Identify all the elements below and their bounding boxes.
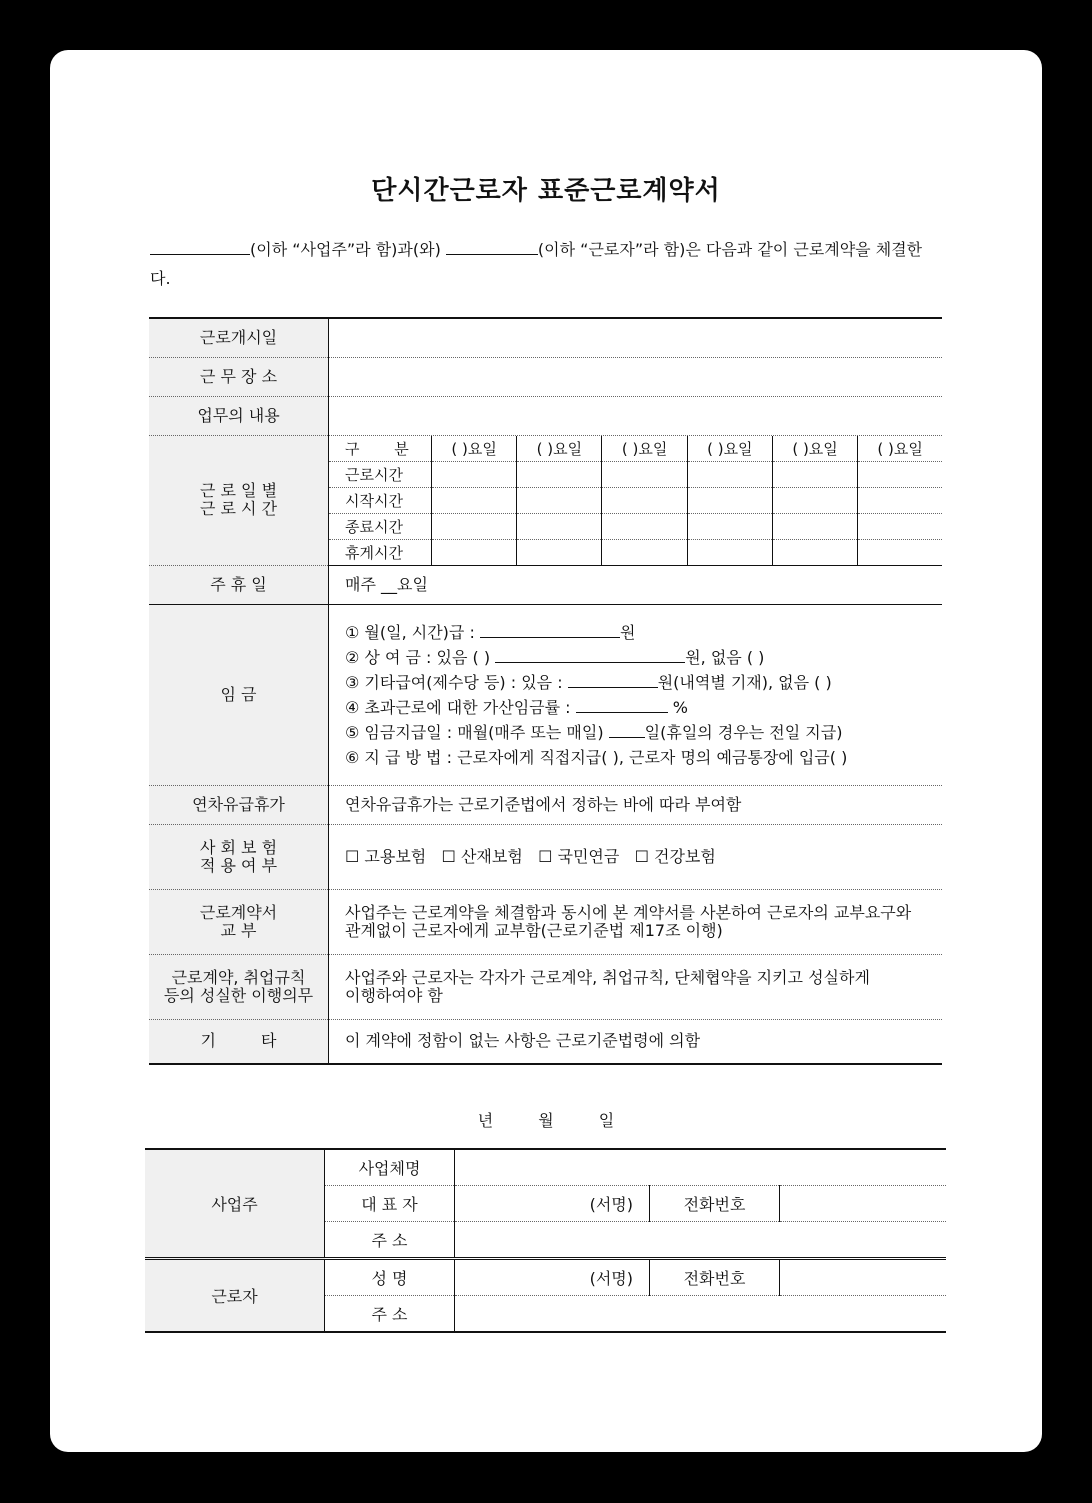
worker-address-label: 주 소 [325,1296,455,1333]
employer-address-field[interactable] [455,1222,947,1259]
schedule-cell-input[interactable] [687,487,772,513]
weekly-holiday-value[interactable]: 매주 __요일 [329,565,943,604]
employer-address-label: 주 소 [325,1222,455,1259]
schedule-day-col: ( )요일 [517,436,602,462]
schedule-cell-input[interactable] [772,461,857,487]
schedule-header: 구 분 [329,436,432,462]
worker-name-blank[interactable] [446,238,538,255]
wage-line-6: ⑥ 지 급 방 법 : 근로자에게 직접지급( ), 근로자 명의 예금통장에 입금( ) [345,747,848,767]
schedule-cell-input[interactable] [432,487,517,513]
pay-day-blank[interactable] [609,722,645,738]
schedule-row-label: 근로시간 [329,461,432,487]
employer-phone-field[interactable] [780,1186,947,1222]
label-start-date: 근로개시일 [149,318,329,357]
schedule-day-col: ( )요일 [687,436,772,462]
schedule-row-label: 휴게시간 [329,539,432,565]
label-insurance: 사 회 보 험 적 용 여 부 [149,824,329,889]
annual-leave-value: 연차유급휴가는 근로기준법에서 정하는 바에 따라 부여함 [329,785,943,824]
wage-line-4: ④ 초과근로에 대한 가산임금률 : % [345,697,688,717]
schedule-day-col: ( )요일 [858,436,942,462]
schedule-cell-input[interactable] [602,461,687,487]
employer-name-blank[interactable] [150,238,250,255]
insurance-options [329,824,943,889]
wage-section [329,604,943,785]
schedule-cell-input[interactable] [858,513,942,539]
label-duty: 근로계약, 취업규칙 등의 성실한 이행의무 [149,954,329,1019]
schedule-cell-input[interactable] [772,539,857,565]
schedule-cell-input[interactable] [602,487,687,513]
monthly-wage-blank[interactable] [480,622,620,638]
label-workplace: 근 무 장 소 [149,357,329,396]
schedule-cell-input[interactable] [432,461,517,487]
document-title: 단시간근로자 표준근로계약서 [371,176,721,206]
schedule-cell-input[interactable] [772,513,857,539]
schedule-row-label: 종료시간 [329,513,432,539]
schedule-cell-input[interactable] [432,513,517,539]
worker-address-field[interactable] [455,1296,947,1333]
employer-company-field[interactable] [455,1149,947,1186]
schedule-day-col: ( )요일 [772,436,857,462]
contract-date-line[interactable]: 년 월 일 [477,1111,615,1130]
wage-line-2: ② 상 여 금 : 있음 ( ) 원, 없음 ( ) [345,647,765,667]
label-annual-leave: 연차유급휴가 [149,785,329,824]
intro-text-2: (이하 “근로자”라 함)은 다음과 같이 근로계약을 체결한다. [150,240,923,288]
schedule-cell-input[interactable] [517,513,602,539]
employer-rep-label: 대 표 자 [325,1186,455,1222]
contract-terms-table [149,317,942,1065]
schedule-cell-input[interactable] [687,539,772,565]
schedule-cell-input[interactable] [858,461,942,487]
wage-line-5: ⑤ 임금지급일 : 매월(매주 또는 매일) 일(휴일의 경우는 전일 지급) [345,722,843,742]
other-pay-blank[interactable] [568,672,658,688]
schedule-cell-input[interactable] [517,461,602,487]
intro-text-1: (이하 “사업주”라 함)과(와) [250,240,441,259]
worker-phone-field[interactable] [780,1259,947,1296]
schedule-cell-input[interactable] [517,539,602,565]
schedule-cell [329,435,943,565]
schedule-cell-input[interactable] [687,513,772,539]
duty-value: 사업주와 근로자는 각자가 근로계약, 취업규칙, 단체협약을 지키고 성실하게 이행하여야 함 [329,954,943,1019]
schedule-cell-input[interactable] [432,539,517,565]
schedule-cell-input[interactable] [858,487,942,513]
label-duties: 업무의 내용 [149,396,329,435]
intro-paragraph [150,235,942,293]
worker-group-label: 근로자 [145,1259,325,1333]
schedule-cell-input[interactable] [602,513,687,539]
schedule-cell-input[interactable] [517,487,602,513]
schedule-cell-input[interactable] [687,461,772,487]
workplace-field[interactable] [329,357,943,396]
national-pension-checkbox[interactable]: ☐ 국민연금 [538,846,620,866]
overtime-rate-blank[interactable] [576,697,668,713]
label-other: 기 타 [149,1019,329,1064]
schedule-cell-input[interactable] [772,487,857,513]
employer-company-label: 사업체명 [325,1149,455,1186]
employment-insurance-checkbox[interactable]: ☐ 고용보험 [345,846,427,866]
employer-phone-label: 전화번호 [650,1186,780,1222]
schedule-cell-input[interactable] [858,539,942,565]
wage-line-1: ① 월(일, 시간)급 : 원 [345,622,636,642]
worker-phone-label: 전화번호 [650,1259,780,1296]
other-value: 이 계약에 정함이 없는 사항은 근로기준법령에 의함 [345,1031,701,1051]
industrial-accident-insurance-checkbox[interactable]: ☐ 산재보험 [441,846,523,866]
health-insurance-checkbox[interactable]: ☐ 건강보험 [634,846,716,866]
label-wage: 임 금 [149,604,329,785]
worker-signature[interactable]: (서명) [455,1259,650,1296]
worker-name-label: 성 명 [325,1259,455,1296]
wage-line-3: ③ 기타급여(제수당 등) : 있음 : 원(내역별 기재), 없음 ( ) [345,672,832,692]
label-weekly-holiday: 주 휴 일 [149,565,329,604]
employer-group-label: 사업주 [145,1149,325,1259]
contract-delivery-value: 사업주는 근로계약을 체결함과 동시에 본 계약서를 사본하여 근로자의 교부요구와 관계없이 근로자에게 교부함(근로기준법 제17조 이행) [329,889,943,954]
schedule-day-col: ( )요일 [602,436,687,462]
schedule-row-label: 시작시간 [329,487,432,513]
start-date-field[interactable] [329,318,943,357]
duties-field[interactable] [329,396,943,435]
schedule-cell-input[interactable] [602,539,687,565]
schedule-table [329,436,942,565]
schedule-day-col: ( )요일 [432,436,517,462]
label-contract-delivery: 근로계약서 교 부 [149,889,329,954]
employer-signature[interactable]: (서명) [455,1186,650,1222]
bonus-blank[interactable] [495,647,685,663]
label-daily-hours: 근 로 일 별 근 로 시 간 [149,435,329,565]
signature-table [145,1148,946,1333]
contract-page [50,50,1042,1452]
